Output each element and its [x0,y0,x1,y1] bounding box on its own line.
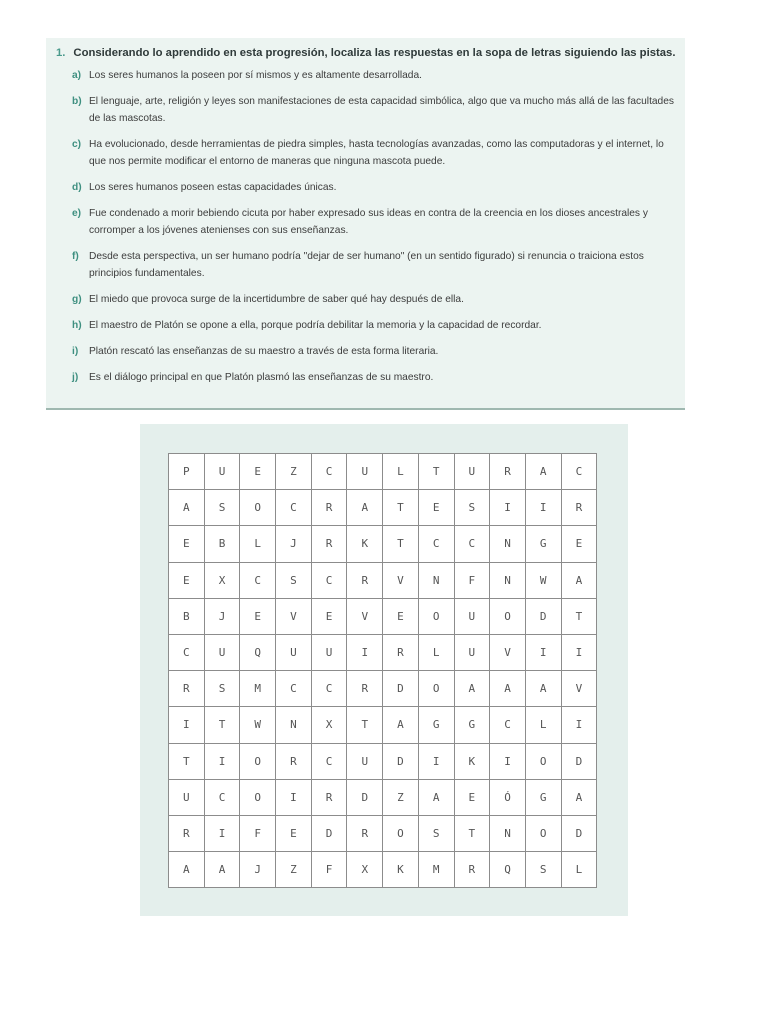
clue-letter: d) [72,182,82,193]
grid-cell[interactable]: C [276,671,312,707]
grid-cell[interactable]: Z [276,852,312,888]
clue-text: El lenguaje, arte, religión y leyes son manifestaciones de esta capacidad simbólica, algo que va mucho más allá de las facultades de las mascotas. [89,96,674,124]
grid-cell[interactable]: L [526,707,562,743]
clue-item [72,291,677,308]
grid-cell[interactable]: A [347,490,383,526]
clue-item [72,136,677,170]
grid-cell[interactable]: G [526,780,562,816]
grid-cell[interactable]: M [419,852,455,888]
grid-cell[interactable]: R [562,490,598,526]
grid-cell[interactable]: V [562,671,598,707]
grid-cell[interactable]: U [312,635,348,671]
grid-cell[interactable]: R [455,852,491,888]
grid-cell[interactable]: I [169,707,205,743]
grid-cell[interactable]: G [526,526,562,562]
clue-text: Los seres humanos la poseen por sí mismos y es altamente desarrollada. [89,70,422,81]
grid-cell[interactable]: U [205,635,241,671]
grid-cell[interactable]: O [383,816,419,852]
grid-cell[interactable]: C [276,490,312,526]
grid-cell[interactable]: B [169,599,205,635]
grid-cell[interactable]: R [312,490,348,526]
grid-cell[interactable]: A [169,852,205,888]
grid-cell[interactable]: Q [240,635,276,671]
grid-cell[interactable]: T [562,599,598,635]
clue-item [72,179,677,196]
grid-cell[interactable]: E [169,526,205,562]
grid-cell[interactable]: O [526,744,562,780]
grid-cell[interactable]: E [276,816,312,852]
grid-cell[interactable]: T [205,707,241,743]
grid-cell[interactable]: C [562,454,598,490]
grid-cell[interactable]: I [490,744,526,780]
grid-cell[interactable]: I [562,635,598,671]
grid-cell[interactable]: W [240,707,276,743]
grid-cell[interactable]: C [455,526,491,562]
clue-letter: c) [72,139,82,150]
grid-cell[interactable]: C [205,780,241,816]
clue-text: El miedo que provoca surge de la incertidumbre de saber qué hay después de ella. [89,294,464,305]
clue-text: Ha evolucionado, desde herramientas de piedra simples, hasta tecnologías avanzadas, como las computadoras y el internet, lo que nos permite modificar el entorno de maneras que ninguna mascota puede. [89,139,664,167]
grid-cell[interactable]: U [276,635,312,671]
clue-text: El maestro de Platón se opone a ella, porque podría debilitar la memoria y la capacidad de recordar. [89,320,542,331]
grid-cell[interactable]: I [205,816,241,852]
grid-cell[interactable]: A [526,454,562,490]
grid-cell[interactable]: C [419,526,455,562]
grid-cell[interactable]: J [276,526,312,562]
grid-cell[interactable]: V [276,599,312,635]
grid-cell[interactable]: I [526,490,562,526]
grid-cell[interactable]: S [419,816,455,852]
grid-cell[interactable]: E [240,454,276,490]
grid-cell[interactable]: O [526,816,562,852]
grid-cell[interactable]: A [419,780,455,816]
grid-cell[interactable]: T [347,707,383,743]
grid-cell[interactable]: V [347,599,383,635]
grid-cell[interactable]: U [455,599,491,635]
grid-cell[interactable]: T [383,526,419,562]
grid-cell[interactable]: I [205,744,241,780]
grid-cell[interactable]: O [419,671,455,707]
grid-cell[interactable]: Z [276,454,312,490]
grid-cell[interactable]: V [383,563,419,599]
grid-cell[interactable]: I [276,780,312,816]
grid-cell[interactable]: X [205,563,241,599]
grid-cell[interactable]: R [347,563,383,599]
grid-cell[interactable]: G [455,707,491,743]
grid-cell[interactable]: E [240,599,276,635]
clue-item [72,248,677,282]
grid-cell[interactable]: K [455,744,491,780]
grid-cell[interactable]: D [383,671,419,707]
grid-cell[interactable]: O [240,780,276,816]
grid-cell[interactable]: S [205,671,241,707]
grid-cell[interactable]: U [347,454,383,490]
grid-cell[interactable]: Q [490,852,526,888]
grid-cell[interactable]: K [347,526,383,562]
grid-cell[interactable]: W [526,563,562,599]
grid-cell[interactable]: N [490,526,526,562]
grid-cell[interactable]: C [312,563,348,599]
clue-letter: j) [72,372,79,383]
grid-cell[interactable]: E [169,563,205,599]
clue-item [72,67,677,84]
grid-cell[interactable]: J [205,599,241,635]
grid-cell[interactable]: R [347,816,383,852]
grid-cell[interactable]: C [312,671,348,707]
grid-cell[interactable]: U [169,780,205,816]
clue-text: Fue condenado a morir bebiendo cicuta por haber expresado sus ideas en contra de la creencia en los dioses ancestrales y corromper a los jóvenes atenienses con sus enseñanzas. [89,208,648,236]
grid-cell[interactable]: D [562,744,598,780]
grid-cell[interactable]: O [240,490,276,526]
grid-cell[interactable]: Z [383,780,419,816]
grid-cell[interactable]: P [169,454,205,490]
grid-cell[interactable]: F [455,563,491,599]
grid-cell[interactable]: U [347,744,383,780]
clue-letter: g) [72,294,82,305]
grid-cell[interactable]: S [526,852,562,888]
clue-letter: e) [72,208,82,219]
grid-cell[interactable]: E [383,599,419,635]
grid-cell[interactable]: X [312,707,348,743]
grid-cell[interactable]: E [455,780,491,816]
grid-cell[interactable]: S [455,490,491,526]
clue-letter: h) [72,320,82,331]
grid-cell[interactable]: T [419,454,455,490]
grid-cell[interactable]: D [312,816,348,852]
word-search-grid [168,453,597,888]
grid-cell[interactable]: N [419,563,455,599]
grid-cell[interactable]: C [312,454,348,490]
grid-cell[interactable]: F [240,816,276,852]
grid-cell[interactable]: R [383,635,419,671]
clue-letter: a) [72,70,82,81]
clue-text: Es el diálogo principal en que Platón plasmó las enseñanzas de su maestro. [89,372,434,383]
grid-cell[interactable]: R [169,671,205,707]
grid-cell[interactable]: L [419,635,455,671]
clue-item [72,205,677,239]
grid-cell[interactable]: N [490,816,526,852]
clue-item [72,317,677,334]
grid-cell[interactable]: I [526,635,562,671]
grid-cell[interactable]: S [205,490,241,526]
grid-cell[interactable]: G [419,707,455,743]
clue-list [56,67,677,386]
grid-cell[interactable]: O [490,599,526,635]
grid-cell[interactable]: E [419,490,455,526]
grid-cell[interactable]: O [240,744,276,780]
clue-item [72,343,677,360]
grid-cell[interactable]: Ó [490,780,526,816]
grid-cell[interactable]: D [383,744,419,780]
clue-letter: f) [72,251,79,262]
grid-cell[interactable]: L [240,526,276,562]
grid-cell[interactable]: R [490,454,526,490]
grid-cell[interactable]: C [312,744,348,780]
grid-cell[interactable]: E [562,526,598,562]
grid-cell[interactable]: C [169,635,205,671]
grid-cell[interactable]: R [276,744,312,780]
grid-cell[interactable]: I [562,707,598,743]
grid-cell[interactable]: I [490,490,526,526]
question-number: 1. [56,47,66,59]
grid-cell[interactable]: C [240,563,276,599]
grid-cell[interactable]: L [562,852,598,888]
grid-cell[interactable]: R [312,526,348,562]
grid-cell[interactable]: I [347,635,383,671]
grid-cell[interactable]: R [312,780,348,816]
grid-cell[interactable]: M [240,671,276,707]
grid-cell[interactable]: A [169,490,205,526]
grid-cell[interactable]: T [383,490,419,526]
grid-cell[interactable]: L [383,454,419,490]
grid-cell[interactable]: B [205,526,241,562]
clue-text: Desde esta perspectiva, un ser humano podría "dejar de ser humano" (en un sentido figurado) si renuncia o traiciona estos principios fundamentales. [89,251,644,279]
grid-cell[interactable]: U [205,454,241,490]
grid-cell[interactable]: U [455,454,491,490]
grid-cell[interactable]: C [490,707,526,743]
word-search-panel [140,424,628,916]
grid-cell[interactable]: T [455,816,491,852]
grid-cell[interactable]: U [455,635,491,671]
grid-cell[interactable]: O [419,599,455,635]
grid-cell[interactable]: T [169,744,205,780]
grid-cell[interactable]: A [383,707,419,743]
grid-cell[interactable]: J [240,852,276,888]
question-instruction: Considerando lo aprendido en esta progresión, localiza las respuestas en la sopa de letras siguiendo las pistas. [73,47,676,59]
exercise-panel [46,38,685,410]
grid-cell[interactable]: F [312,852,348,888]
grid-cell[interactable]: A [526,671,562,707]
clue-letter: b) [72,96,82,107]
grid-cell[interactable]: A [562,563,598,599]
grid-cell[interactable]: I [419,744,455,780]
grid-cell[interactable]: A [205,852,241,888]
grid-cell[interactable]: A [562,780,598,816]
grid-cell[interactable]: R [169,816,205,852]
grid-cell[interactable]: A [490,671,526,707]
clue-text: Platón rescató las enseñanzas de su maestro a través de esta forma literaria. [89,346,439,357]
grid-cell[interactable]: D [526,599,562,635]
grid-cell[interactable]: V [490,635,526,671]
grid-cell[interactable]: D [347,780,383,816]
clue-item [72,93,677,127]
grid-cell[interactable]: N [276,707,312,743]
grid-cell[interactable]: D [562,816,598,852]
grid-cell[interactable]: R [347,671,383,707]
grid-cell[interactable]: S [276,563,312,599]
clue-letter: i) [72,346,79,357]
question [56,46,677,60]
grid-cell[interactable]: A [455,671,491,707]
grid-cell[interactable]: X [347,852,383,888]
grid-cell[interactable]: K [383,852,419,888]
grid-cell[interactable]: E [312,599,348,635]
clue-item [72,369,677,386]
grid-cell[interactable]: N [490,563,526,599]
clue-text: Los seres humanos poseen estas capacidades únicas. [89,182,337,193]
